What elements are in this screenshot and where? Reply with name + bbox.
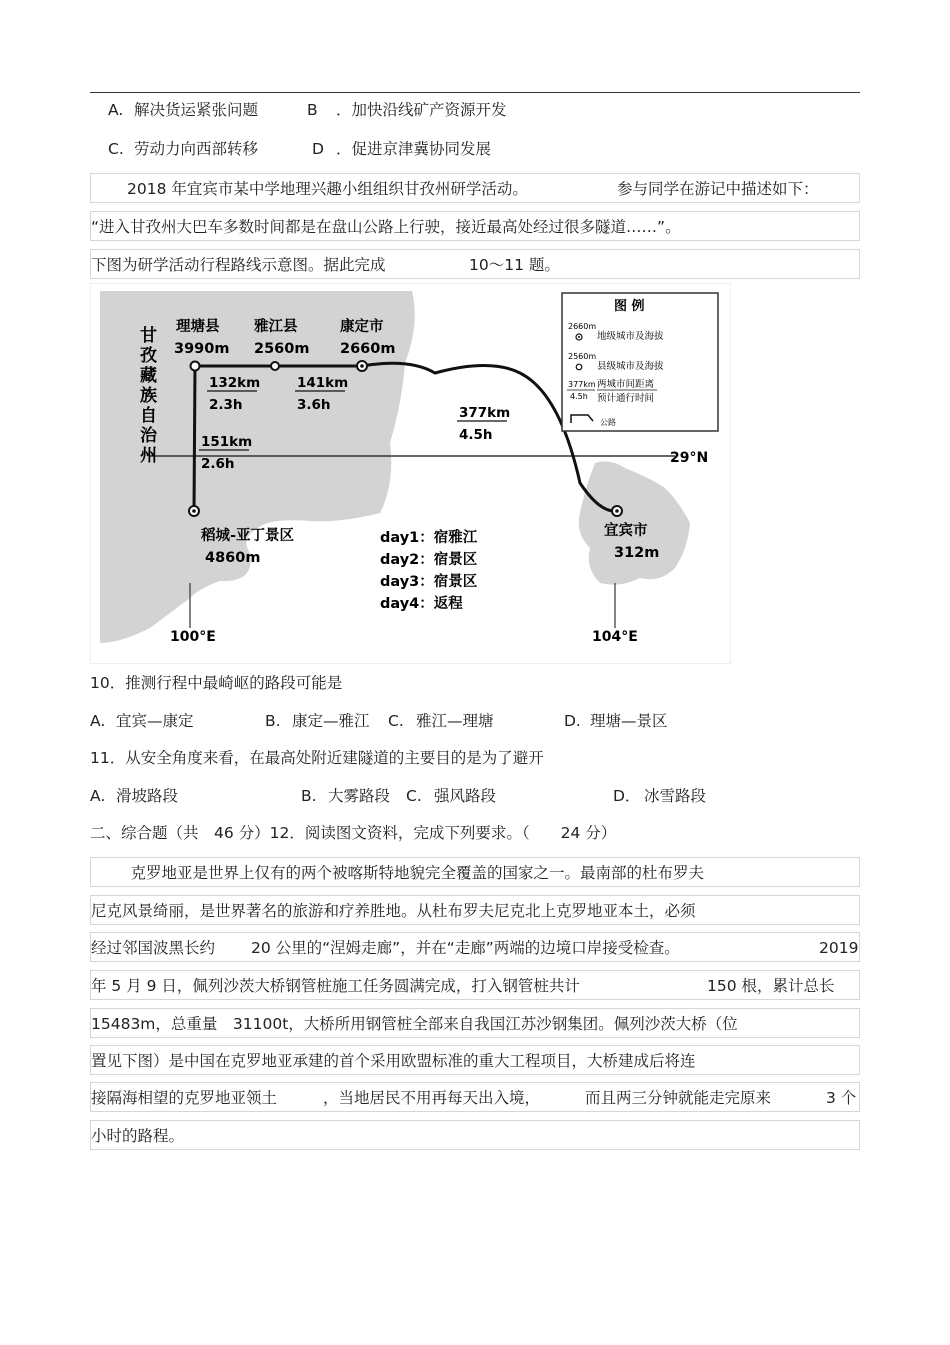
longitude-label-100: 100°E: [170, 629, 216, 645]
yajiang-alt: 2560m: [254, 341, 310, 357]
litang-name: 理塘县: [176, 319, 220, 335]
q9-option-a-text: 解决货运紧张问题: [134, 101, 259, 119]
legend-desc-3b: 预计通行时间: [597, 393, 655, 404]
q11-option-a-text: 滑坡路段: [116, 787, 179, 805]
passage-7a: 接隔海相望的克罗地亚领土: [91, 1089, 278, 1107]
q10-option-c-label: C.: [388, 712, 404, 730]
region-char-6: 治: [140, 426, 157, 446]
q11-option-c-text: 强风路段: [434, 787, 497, 805]
passage-3b: 20 公里的“涅姆走廊”，并在“走廊”两端的边境口岸接受检查。: [251, 939, 680, 957]
passage-line-5: [90, 1008, 860, 1038]
passage-line-2: [90, 895, 860, 925]
q10-option-b-label: B.: [265, 712, 281, 730]
q10-option-b-text: 康定—雅江: [292, 712, 370, 730]
seg3-dist: 377km: [459, 405, 511, 421]
itinerary-day4: day4：返程: [380, 596, 463, 612]
daocheng-marker-dot: [192, 509, 196, 513]
litang-alt: 3990m: [174, 341, 230, 357]
passage-line-6: [90, 1045, 860, 1075]
intro-text-3a: 下图为研学活动行程路线示意图。据此完成: [91, 256, 386, 274]
passage-line-4: [90, 970, 860, 1000]
legend-sample-2: 2560m: [568, 352, 597, 361]
region-label: [140, 325, 158, 466]
yajiang-name: 雅江县: [254, 319, 298, 335]
yajiang-marker: [271, 362, 279, 370]
q10-option-a-label: A.: [90, 712, 106, 730]
passage-1: 克罗地亚是世界上仅有的两个被喀斯特地貌完全覆盖的国家之一。最南部的杜布罗夫: [115, 864, 705, 882]
route-map: [90, 283, 731, 664]
latitude-label: 29°N: [670, 450, 709, 466]
intro-text-2: “进入甘孜州大巴车多数时间都是在盘山公路上行驶，接近最高处经过很多隧道……”。: [91, 218, 681, 236]
yibin-alt: 312m: [614, 545, 660, 561]
seg4-dist: 151km: [201, 434, 253, 450]
passage-line-7: [90, 1082, 860, 1112]
legend-desc-3a: 两城市间距离: [597, 379, 655, 390]
q11-option-d-text: 冰雪路段: [644, 787, 707, 805]
longitude-label-104: 104°E: [592, 629, 638, 645]
daocheng-alt: 4860m: [205, 550, 261, 566]
passage-line-1: [90, 857, 860, 887]
q11-option-b-text: 大雾路段: [328, 787, 391, 805]
q9-option-d-label: D: [312, 140, 324, 158]
itinerary-day3: day3：宿景区: [380, 574, 478, 590]
section2-header: 二、综合题（共 46 分）12．阅读图文资料，完成下列要求。（ 24 分）: [90, 824, 617, 842]
legend-desc-4: 公路: [600, 418, 616, 427]
region-char-1: 甘: [140, 326, 157, 346]
q9-option-a-label: A.: [108, 101, 124, 119]
passage-7b: ，当地居民不用再每天出入境，: [323, 1089, 541, 1107]
q10-option-c-text: 雅江—理塘: [416, 712, 494, 730]
litang-marker: [191, 362, 200, 371]
intro-text-3b: 10～11 题。: [469, 256, 560, 274]
q11-option-d-label: D．: [613, 787, 641, 805]
q11-option-a-label: A.: [90, 787, 106, 805]
q9-option-b-text: ．加快沿线矿产资源开发: [336, 101, 507, 119]
passage-7d: 3 个: [826, 1089, 857, 1107]
q10-option-d-text: 理塘—景区: [590, 712, 668, 730]
yibin-marker-dot: [615, 509, 619, 513]
legend-desc-1: 地级城市及海拔: [597, 331, 664, 342]
legend-city-icon-dot: [578, 336, 580, 338]
legend-sample-1: 2660m: [568, 322, 597, 331]
passage-4b: 150 根，累计总长: [707, 977, 835, 995]
q10-option-a-text: 宜宾—康定: [116, 712, 194, 730]
legend: [562, 293, 718, 431]
passage-6: 置见下图）是中国在克罗地亚承建的首个采用欧盟标准的重大工程项目，大桥建成后将连: [91, 1052, 696, 1070]
passage-3c: 2019: [819, 939, 859, 957]
q11-option-c-label: C.: [406, 787, 422, 805]
seg1-dist: 132km: [209, 375, 261, 391]
q10-option-d-label: D.: [564, 712, 581, 730]
passage-4a: 年 5 月 9 日，佩列沙茨大桥钢管桩施工任务圆满完成，打入钢管桩共计: [91, 977, 580, 995]
seg3-time: 4.5h: [459, 427, 493, 443]
passage-5: 15483m，总重量 31100t，大桥所用钢管桩全部来自我国江苏沙钢集团。佩列沙茨大桥（位: [91, 1015, 738, 1033]
route-litang-daocheng: [194, 366, 195, 511]
q9-option-b-label: B: [307, 101, 318, 119]
kangding-alt: 2660m: [340, 341, 396, 357]
intro-text-1b: 参与同学在游记中描述如下：: [617, 180, 819, 198]
top-rule: [90, 92, 860, 93]
region-char-5: 自: [140, 406, 157, 426]
passage-2: 尼克风景绮丽，是世界著名的旅游和疗养胜地。从杜布罗夫尼克北上克罗地亚本土，必须: [91, 902, 696, 920]
region-char-4: 族: [140, 386, 157, 406]
q10-stem: 10．推测行程中最崎岖的路段可能是: [90, 674, 343, 692]
q9-option-c-label: C.: [108, 140, 124, 158]
legend-desc-2: 县级城市及海拔: [597, 361, 664, 372]
region-char-7: 州: [140, 446, 157, 466]
seg2-dist: 141km: [297, 375, 349, 391]
passage-7c: 而且两三分钟就能走完原来: [585, 1089, 772, 1107]
region-char-3: 藏: [140, 366, 157, 386]
kangding-name: 康定市: [340, 319, 384, 335]
intro-line-3: [90, 249, 860, 279]
intro-line-2: [90, 211, 860, 241]
legend-sample-3b: 4.5h: [570, 392, 588, 401]
kangding-marker-dot: [360, 364, 364, 368]
yibin-name: 宜宾市: [604, 523, 648, 539]
seg1-time: 2.3h: [209, 397, 243, 413]
q9-option-d-text: ．促进京津冀协同发展: [336, 140, 492, 158]
q11-option-b-label: B.: [301, 787, 317, 805]
daocheng-name: 稻城-亚丁景区: [201, 528, 295, 544]
q9-option-c-text: 劳动力向西部转移: [134, 140, 259, 158]
passage-line-8: [90, 1120, 860, 1150]
itinerary-day2: day2：宿景区: [380, 552, 478, 568]
q11-stem: 11．从安全角度来看，在最高处附近建隧道的主要目的是为了避开: [90, 749, 544, 767]
itinerary-day1: day1：宿雅江: [380, 530, 478, 546]
region-char-2: 孜: [140, 346, 157, 366]
legend-sample-3a: 377km: [568, 380, 596, 389]
seg2-time: 3.6h: [297, 397, 331, 413]
intro-text-1a: 2018 年宜宾市某中学地理兴趣小组组织甘孜州研学活动。: [127, 180, 528, 198]
legend-title: 图 例: [614, 299, 645, 314]
intro-line-1: [90, 173, 860, 203]
passage-3a: 经过邻国波黑长约: [91, 939, 216, 957]
seg4-time: 2.6h: [201, 456, 235, 472]
passage-line-3: [90, 932, 860, 962]
legend-county-icon: [576, 364, 582, 370]
passage-8: 小时的路程。: [91, 1127, 185, 1145]
